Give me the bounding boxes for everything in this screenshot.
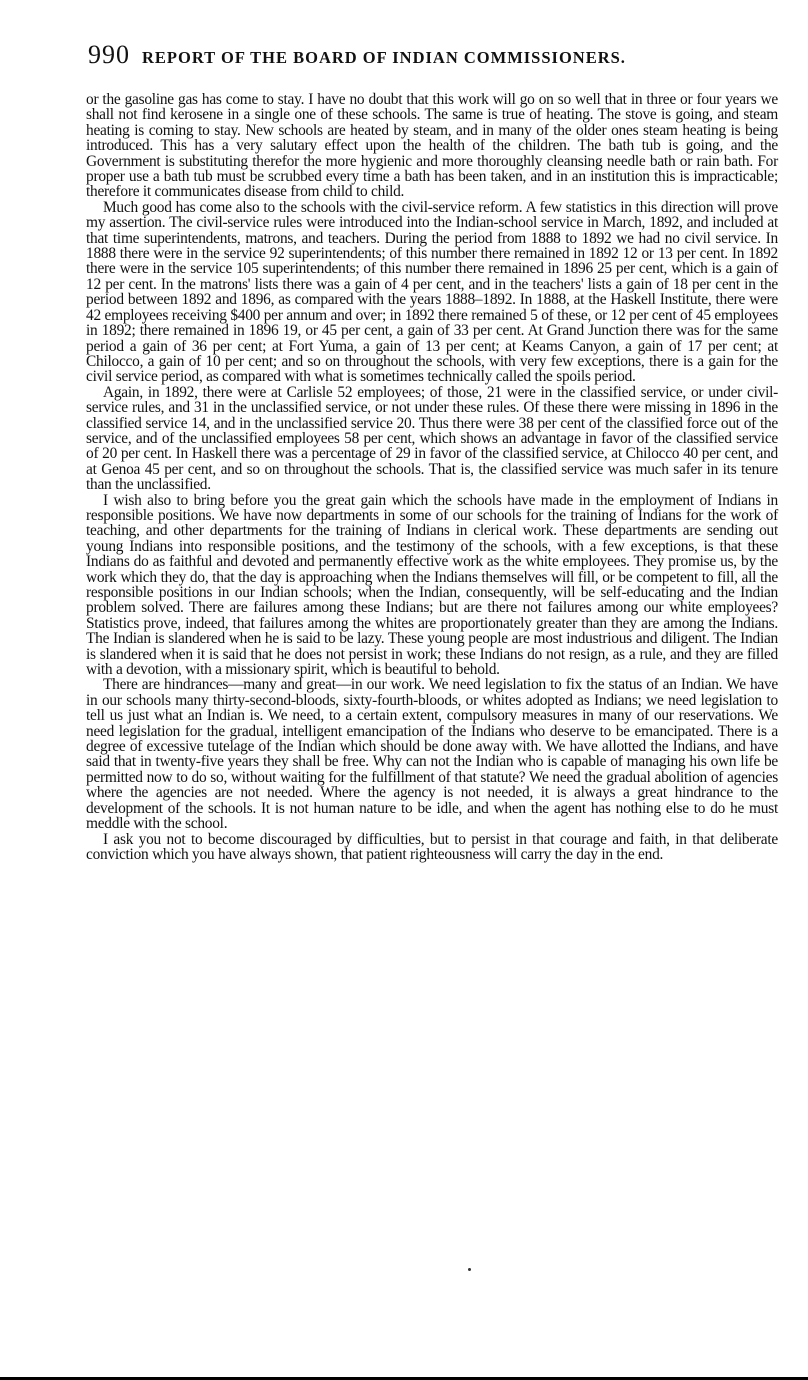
- paragraph-continued: or the gasoline gas has come to stay. I have no doubt that this work will go on so well that in three or four years we shall not find kerosene in a single one of these schools. The same is true of heating. The stove is going, and steam heating is coming to stay. New schools are heated by steam, and in many of the older ones steam heating is being introduced. This has a very salutary effect upon the health of the children. The bath tub is going, and the Government is substituting therefor the more hygienic and more thoroughly cleansing needle bath or rain bath. For proper use a bath tub must be scrubbed every time a bath has been taken, and in an institution this is impracticable; therefore it communicates disease from child to child.: [86, 91, 778, 201]
- running-head: REPORT OF THE BOARD OF INDIAN COMMISSIONERS.: [142, 48, 626, 67]
- paragraph-carlisle: Again, in 1892, there were at Carlisle 52 employees; of those, 21 were in the classified service, or under civil-service rules, and 31 in the unclassified service, or not under these rules. Of these there were missing in 1896 in the classified service 14, and in the unclassified service 20. Thus there were 38 per cent of the classified force out of the service, and of the unclassified employees 58 per cent, which shows an advantage in favor of the classified service of 20 per cent. In Haskell there was a percentage of 29 in favor of the classified service, at Chilocco 40 per cent, and at Genoa 45 per cent, and so on throughout the schools. That is, the classified service was much safer in its tenure than the unclassified.: [86, 383, 778, 494]
- paragraph-closing: I ask you not to become discouraged by difficulties, but to persist in that courage and faith, in that deliberate conviction which you have always shown, that patient righteousness will carry the day in the end.: [86, 830, 778, 863]
- print-speck: [468, 1268, 471, 1271]
- page-header: [88, 40, 778, 70]
- paragraph-hindrances: There are hindrances—many and great—in our work. We need legislation to fix the status of an Indian. We have in our schools many thirty-second-bloods, sixty-fourth-bloods, or whites adopted as Indians; we need legislation to tell us just what an Indian is. We need, to a certain extent, compulsory measures in many of our reservations. We need legislation for the gradual, intelligent emancipation of the Indians who deserve to be emancipated. There is a degree of excessive tutelage of the Indian which should be done away with. We have allotted the Indians, and have said that in twenty-five years they shall be free. Why can not the Indian who is capable of managing his own life be permitted now to do so, without waiting for the fulfillment of that statute? We need the gradual abolition of agencies where the agencies are not needed. Where the agency is not needed, it is always a great hindrance to the development of the schools. It is not human nature to be idle, and when the agent has nothing else to do he must meddle with the school.: [86, 676, 778, 833]
- paragraph-civil-service: Much good has come also to the schools with the civil-service reform. A few statistics in this direction will prove my assertion. The civil-service rules were introduced into the Indian-school service in March, 1892, and included at that time superintendents, matrons, and teachers. During the period from 1888 to 1892 we had no civil service. In 1888 there were in the service 92 superintendents; of this number there remained in 1892 12 or 13 per cent. In 1892 there were in the service 105 superintendents; of this number there remained in 1896 25 per cent, which is a gain of 12 per cent. In the matrons' lists there was a gain of 4 per cent, and in the teachers' lists a gain of 18 per cent in the period between 1892 and 1896, as compared with the years 1888–1892. In 1888, at the Haskell Institute, there were 42 employees receiving $400 per annum and over; in 1892 there remained 5 of these, or 12 per cent of 45 employees in 1892; there remained in 1896 19, or 45 per cent, a gain of 33 per cent. At Grand Junction there was for the same period a gain of 36 per cent; at Fort Yuma, a gain of 13 per cent; at Keams Canyon, a gain of 17 per cent; at Chilocco, a gain of 10 per cent; and so on throughout the schools, with very few exceptions, there is a gain for the civil service period, as compared with what is sometimes technically called the spoils period.: [86, 198, 778, 386]
- body-text: [86, 92, 778, 862]
- paragraph-indian-employment: I wish also to bring before you the great gain which the schools have made in the employment of Indians in responsible positions. We have now departments in some of our schools for the training of Indians for the work of teaching, and other departments for the training of Indians in clerical work. These departments are sending out young Indians into responsible positions, and the testimony of the schools, with a few exceptions, is that these Indians do as faithful and devoted and permanently effective work as the white employees. They promise us, by the work which they do, that the day is approaching when the Indians themselves will fill, or be competent to fill, all the responsible positions in our Indian schools; when the Indian, consequently, will be self-educating and the Indian problem solved. There are failures among these Indians; but are there not failures among our white employees? Statistics prove, indeed, that failures among the whites are proportionately greater than they are among the Indians. The Indian is slandered when he is said to be lazy. These young people are most industrious and diligent. The Indian is slandered when it is said that he does not persist in work; these Indians do not resign, as a rule, and they are filled with a devotion, with a missionary spirit, which is beautiful to behold.: [86, 491, 778, 679]
- page-number: 990: [88, 40, 130, 69]
